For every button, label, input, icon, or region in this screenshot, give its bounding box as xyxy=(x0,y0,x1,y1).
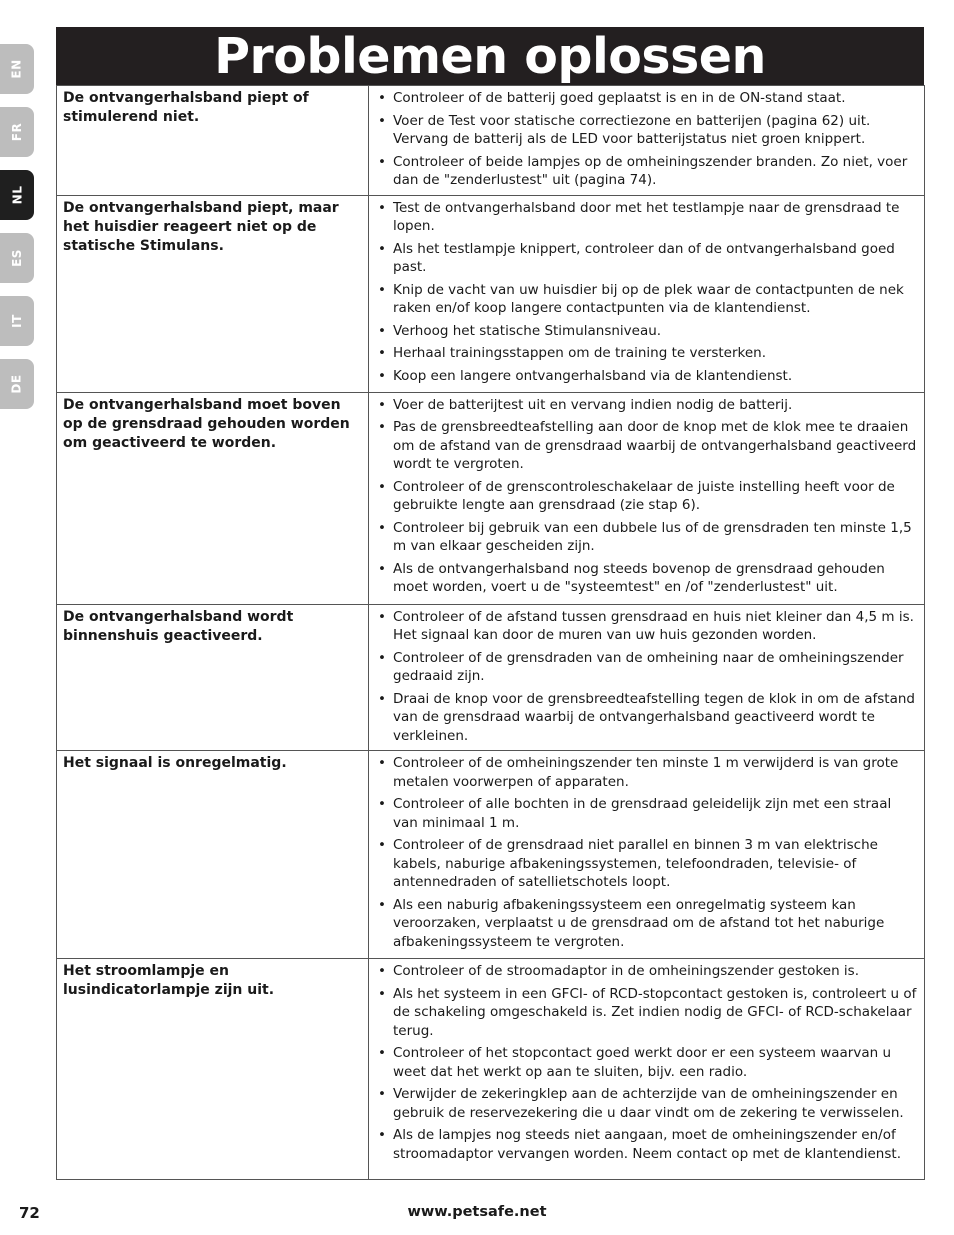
lang-tab-de[interactable] xyxy=(0,359,34,409)
solution-item: • Controleer of het stopcontact goed werkt door er een systeem waarvan u weet dat het werkt op aan te sluiten, bijv. een radio. xyxy=(373,1044,918,1081)
solution-item: • Controleer of de grensdraad niet parallel en binnen 3 m van elektrische kabels, naburige afbakeningssystemen, telefoondraden, televisie- of antennedraden of satellietschotels loopt. xyxy=(373,836,918,892)
solution-item: • Als de lampjes nog steeds niet aangaan, moet de omheiningszender en/of stroomadaptor vervangen worden. Neem contact op met de klantendienst. xyxy=(373,1126,918,1163)
footer-url: www.petsafe.net xyxy=(407,1204,547,1220)
solution-item: • Controleer of de batterij goed geplaatst is en in de ON-stand staat. xyxy=(373,89,918,108)
lang-tab-label: EN xyxy=(10,59,24,79)
problem-text: De ontvangerhalsband wordt binnenshuis geactiveerd. xyxy=(63,608,294,644)
solution-item: • Controleer of de stroomadaptor in de omheiningszender gestoken is. xyxy=(373,962,918,981)
problem-text: Het stroomlampje en lusindicatorlampje zijn uit. xyxy=(63,963,275,998)
lang-tab-nl[interactable] xyxy=(0,170,34,220)
solution-item: • Als het testlampje knippert, controleer dan of de ontvangerhalsband goed past. xyxy=(373,240,918,277)
solution-item: • Verhoog het statische Stimulansniveau. xyxy=(373,322,918,341)
solution-item: • Draai de knop voor de grensbreedteafstelling tegen de klok in om de afstand van de grensdraad waarbij de ontvangerhalsband geactiveerd wordt te verkleinen. xyxy=(373,690,918,746)
solution-list xyxy=(369,393,924,602)
lang-tab-it[interactable] xyxy=(0,296,34,346)
lang-tab-label: DE xyxy=(9,374,24,394)
solution-cell xyxy=(369,751,925,959)
lang-tab-es[interactable] xyxy=(0,233,34,283)
solution-cell xyxy=(369,604,925,751)
solution-item: • Verwijder de zekeringklep aan de achterzijde van de omheiningszender en gebruik de reservezekering die u daar vindt om de zekering te verwisselen. xyxy=(373,1085,918,1122)
solution-item: • Als de ontvangerhalsband nog steeds bovenop de grensdraad gehouden moet worden, voert u de "systeemtest" en /of "zenderlustest" uit. xyxy=(373,560,918,597)
solution-list xyxy=(369,751,924,956)
problem-text: De ontvangerhalsband piept, maar het huisdier reageert niet op de statische Stimulans. xyxy=(63,199,339,254)
problem-cell xyxy=(57,195,369,392)
title-bar xyxy=(56,27,924,85)
solution-item: • Knip de vacht van uw huisdier bij op de plek waar de contactpunten de nek raken en/of koop langere contactpunten via de klantendienst. xyxy=(373,281,918,318)
solution-list xyxy=(369,196,924,391)
page-number: 72 xyxy=(19,1204,40,1222)
solution-item: • Pas de grensbreedteafstelling aan door de knop met de klok mee te draaien om de afstand van de grensdraad waarbij de ontvangerhalsband geactiveerd wordt te vergroten. xyxy=(373,418,918,474)
lang-tab-label: FR xyxy=(10,122,24,142)
problem-text: De ontvangerhalsband moet boven op de grensdraad gehouden worden om geactiveerd te worden. xyxy=(63,396,350,451)
table-row xyxy=(57,604,925,751)
lang-tab-fr[interactable] xyxy=(0,107,34,157)
solution-list xyxy=(369,959,924,1168)
solution-list xyxy=(369,86,924,195)
solution-cell xyxy=(369,392,925,604)
troubleshooting-table xyxy=(56,85,925,1180)
solution-item: • Herhaal trainingsstappen om de training te versterken. xyxy=(373,344,918,363)
solution-item: • Controleer of beide lampjes op de omheiningszender branden. Zo niet, voer dan de "zenderlustest" uit (pagina 74). xyxy=(373,153,918,190)
problem-cell xyxy=(57,86,369,196)
solution-item: • Controleer of alle bochten in de grensdraad geleidelijk zijn met een straal van minimaal 1 m. xyxy=(373,795,918,832)
problem-text: De ontvangerhalsband piept of stimulerend niet. xyxy=(63,90,309,125)
solution-item: • Koop een langere ontvangerhalsband via de klantendienst. xyxy=(373,367,918,386)
lang-tab-label: NL xyxy=(9,185,24,205)
solution-item: • Controleer of de afstand tussen grensdraad en huis niet kleiner dan 4,5 m is. Het signaal kan door de muren van uw huis gezonden worden. xyxy=(373,608,918,645)
table-row xyxy=(57,751,925,959)
solution-list xyxy=(369,605,924,751)
solution-item: • Als het systeem in een GFCI- of RCD-stopcontact gestoken is, controleert u of de schakeling omgeschakeld is. Zet indien nodig de GFCI- of RCD-schakelaar terug. xyxy=(373,985,918,1041)
problem-cell xyxy=(57,604,369,751)
solution-item: • Voer de Test voor statische correctiezone en batterijen (pagina 62) uit. Vervang de batterij als de LED voor batterijstatus niet groen knippert. xyxy=(373,112,918,149)
solution-item: • Als een naburig afbakeningssysteem een onregelmatig systeem kan veroorzaken, verplaatst u de grensdraad om de afstand tot het naburige afbakeningssysteem te vergroten. xyxy=(373,896,918,952)
lang-tab-label: ES xyxy=(10,249,24,267)
table-row xyxy=(57,195,925,392)
table-row xyxy=(57,86,925,196)
table-row xyxy=(57,959,925,1180)
solution-item: • Voer de batterijtest uit en vervang indien nodig de batterij. xyxy=(373,396,918,415)
page-title: Problemen oplossen xyxy=(214,27,766,85)
problem-cell xyxy=(57,959,369,1180)
lang-tab-label: IT xyxy=(10,314,24,328)
solution-item: • Controleer of de omheiningszender ten minste 1 m verwijderd is van grote metalen voorwerpen of apparaten. xyxy=(373,754,918,791)
solution-cell xyxy=(369,959,925,1180)
table-row xyxy=(57,392,925,604)
solution-item: • Controleer of de grensdraden van de omheining naar de omheiningszender gedraaid zijn. xyxy=(373,649,918,686)
solution-item: • Test de ontvangerhalsband door met het testlampje naar de grensdraad te lopen. xyxy=(373,199,918,236)
problem-cell xyxy=(57,392,369,604)
lang-tab-en[interactable] xyxy=(0,44,34,94)
solution-cell xyxy=(369,195,925,392)
solution-cell xyxy=(369,86,925,196)
problem-cell xyxy=(57,751,369,959)
solution-item: • Controleer bij gebruik van een dubbele lus of de grensdraden ten minste 1,5 m van elkaar gescheiden zijn. xyxy=(373,519,918,556)
problem-text: Het signaal is onregelmatig. xyxy=(63,755,287,771)
solution-item: • Controleer of de grenscontroleschakelaar de juiste instelling heeft voor de gebruikte lengte aan grensdraad (zie stap 6). xyxy=(373,478,918,515)
